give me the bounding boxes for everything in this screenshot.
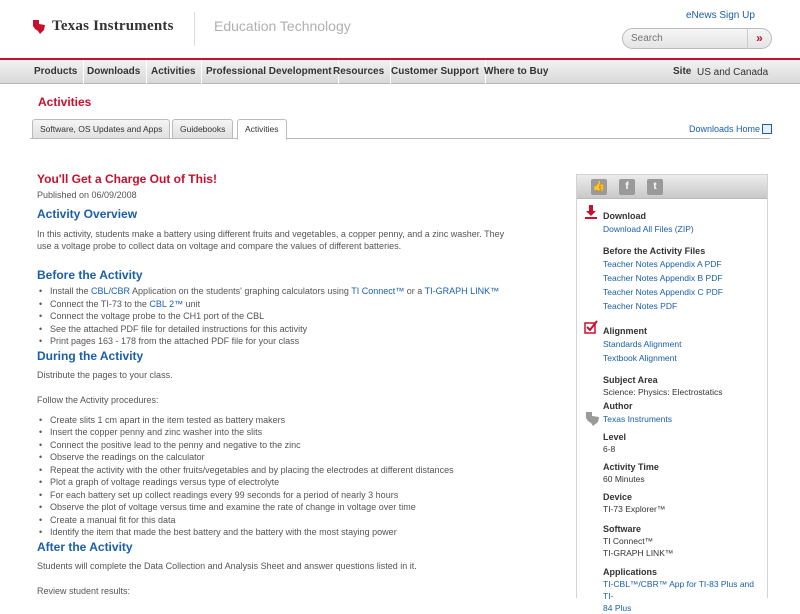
- app-link[interactable]: TI-CBL™/CBR™ App for TI-83 Plus and TI-: [603, 579, 755, 601]
- nav-downloads[interactable]: Downloads: [81, 60, 147, 84]
- after-heading: After the Activity: [37, 539, 133, 554]
- time-value: 60 Minutes: [603, 474, 645, 484]
- tab-software[interactable]: Software, OS Updates and Apps: [32, 119, 170, 139]
- file-link[interactable]: Teacher Notes Appendix C PDF: [603, 287, 724, 297]
- subject-value: Science: Physics: Electrostatics: [603, 387, 723, 397]
- software-value: TI-GRAPH LINK™: [603, 548, 674, 558]
- nav-professional-development[interactable]: Professional Development: [200, 60, 339, 84]
- file-link[interactable]: Teacher Notes Appendix B PDF: [603, 273, 723, 283]
- software-value: TI Connect™: [603, 536, 654, 546]
- apps-section: [603, 566, 763, 614]
- site-label: Site: [673, 66, 692, 77]
- header-divider: [194, 12, 195, 46]
- list-item: • Identify the item that made the best battery and the battery with the most staying power: [37, 526, 567, 539]
- list-item: • Observe the plot of voltage versus time and examine the rate of change in voltage over time: [37, 501, 567, 514]
- tab-bar: [30, 119, 770, 139]
- textbook-alignment-link[interactable]: Textbook Alignment: [603, 353, 677, 363]
- overview-line-2: use a voltage probe to collect data on voltage and compare the values of different batteries.: [37, 241, 402, 251]
- software-section: [603, 523, 763, 559]
- before-heading: Before the Activity: [37, 268, 143, 282]
- during-follow: Follow the Activity procedures:: [37, 394, 159, 405]
- file-link[interactable]: Teacher Notes Appendix A PDF: [603, 259, 722, 269]
- device-section: [603, 491, 763, 515]
- overview-line-1: In this activity, students make a battery using different fruits and vegetables, a copper penny, and a zinc washer. They: [37, 229, 505, 239]
- enews-signup-link[interactable]: eNews Sign Up: [686, 10, 755, 21]
- home-icon[interactable]: [762, 124, 772, 134]
- main-nav: [0, 58, 800, 84]
- search-input[interactable]: [631, 33, 736, 44]
- list-item: • Plot a graph of voltage readings versus type of electrolyte: [37, 476, 567, 489]
- after-text: Students will complete the Data Collection and Analysis Sheet and answer questions listed in it.: [37, 560, 417, 571]
- list-item: • Create a manual fit for this data: [37, 514, 567, 527]
- level-heading: Level: [603, 432, 627, 442]
- review-text: Review student results:: [37, 585, 131, 596]
- twitter-icon[interactable]: t: [647, 179, 663, 195]
- site-selector[interactable]: US and Canada: [697, 67, 769, 78]
- nav-customer-support[interactable]: Customer Support: [385, 60, 486, 84]
- author-section: [603, 400, 763, 426]
- subject-section: [603, 374, 763, 398]
- tab-activities[interactable]: Activities: [237, 119, 287, 140]
- page-title: Activities: [38, 95, 92, 109]
- download-icon: [584, 205, 598, 219]
- texas-state-icon: [32, 19, 46, 35]
- section-title: Education Technology: [214, 18, 351, 34]
- level-value: 6-8: [603, 444, 616, 454]
- list-item: • See the attached PDF file for detailed instructions for this activity: [37, 323, 567, 336]
- author-link[interactable]: Texas Instruments: [603, 414, 672, 424]
- list-item: • Print pages 163 - 178 from the attached PDF file for your class: [37, 335, 567, 348]
- checkbox-icon: [584, 320, 598, 334]
- brand-name: Texas Instruments: [52, 18, 174, 34]
- search-go-button[interactable]: »: [747, 28, 771, 49]
- nav-resources[interactable]: Resources: [327, 60, 391, 84]
- activity-title: You'll Get a Charge Out of This!: [37, 172, 217, 186]
- ti-connect-link[interactable]: TI Connect™: [351, 286, 405, 296]
- before-files-heading: Before the Activity Files: [603, 246, 706, 256]
- procedures-list: [37, 414, 567, 539]
- share-bar: [577, 175, 767, 199]
- alignment-heading: Alignment: [603, 326, 647, 336]
- site-header: [0, 0, 800, 58]
- download-all-link[interactable]: Download All Files (ZIP): [603, 224, 694, 234]
- nav-products[interactable]: Products: [28, 60, 84, 84]
- time-section: [603, 461, 763, 485]
- download-heading: Download: [603, 211, 646, 221]
- cbl2-link[interactable]: CBL 2™: [149, 298, 184, 309]
- ti-logo[interactable]: [32, 18, 174, 35]
- level-section: [603, 431, 763, 455]
- cbl-cbr-link[interactable]: CBL/CBR: [91, 286, 131, 296]
- author-heading: Author: [603, 401, 633, 411]
- list-item: • For each battery set up collect readings every 99 seconds for a period of nearly 3 hours: [37, 489, 567, 502]
- list-item: • Connect the voltage probe to the CH1 port of the CBL: [37, 310, 567, 323]
- alignment-section: [603, 325, 763, 365]
- during-intro: Distribute the pages to your class.: [37, 369, 173, 380]
- texas-state-icon: [584, 411, 600, 427]
- file-link[interactable]: Teacher Notes PDF: [603, 301, 678, 311]
- time-heading: Activity Time: [603, 462, 659, 472]
- tab-guidebooks[interactable]: Guidebooks: [172, 119, 233, 139]
- device-value: TI-73 Explorer™: [603, 504, 666, 514]
- downloads-home-link[interactable]: Downloads Home: [689, 124, 761, 134]
- apps-heading: Applications: [603, 567, 658, 577]
- list-item: • Insert the copper penny and zinc washer into the slits: [37, 426, 567, 439]
- search-box: [622, 28, 772, 49]
- device-heading: Device: [603, 492, 633, 502]
- activity-sidebar: [576, 174, 768, 613]
- like-icon[interactable]: 👍: [591, 179, 607, 195]
- nav-activities[interactable]: Activities: [145, 60, 202, 84]
- list-item: • Create slits 1 cm apart in the item tested as battery makers: [37, 414, 567, 427]
- list-item: • Connect the positive lead to the penny and negative to the zinc: [37, 439, 567, 452]
- facebook-icon[interactable]: f: [619, 179, 635, 195]
- nav-where-to-buy[interactable]: Where to Buy: [484, 66, 549, 77]
- download-section: [603, 210, 763, 236]
- list-item: • Connect the TI-73 to the CBL 2™ unit: [37, 298, 567, 311]
- list-item: • Install the CBL/CBR Application on the students' graphing calculators using TI Connect™ or a TI-GRAPH LINK™: [37, 285, 567, 298]
- activity-content: [37, 172, 567, 597]
- app-link-continued[interactable]: 84 Plus: [603, 603, 632, 613]
- standards-alignment-link[interactable]: Standards Alignment: [603, 339, 682, 349]
- published-date: Published on 06/09/2008: [37, 190, 137, 200]
- subject-heading: Subject Area: [603, 375, 658, 385]
- before-files-section: [603, 245, 763, 313]
- list-item: • Repeat the activity with the other fruits/vegetables and by placing the electrodes at different distances: [37, 464, 567, 477]
- overview-heading: Activity Overview: [37, 207, 138, 221]
- during-heading: During the Activity: [37, 348, 144, 363]
- list-item: • Observe the readings on the calculator: [37, 451, 567, 464]
- ti-graph-link-link[interactable]: TI-GRAPH LINK™: [424, 286, 500, 296]
- before-list: [37, 285, 567, 348]
- software-heading: Software: [603, 524, 642, 534]
